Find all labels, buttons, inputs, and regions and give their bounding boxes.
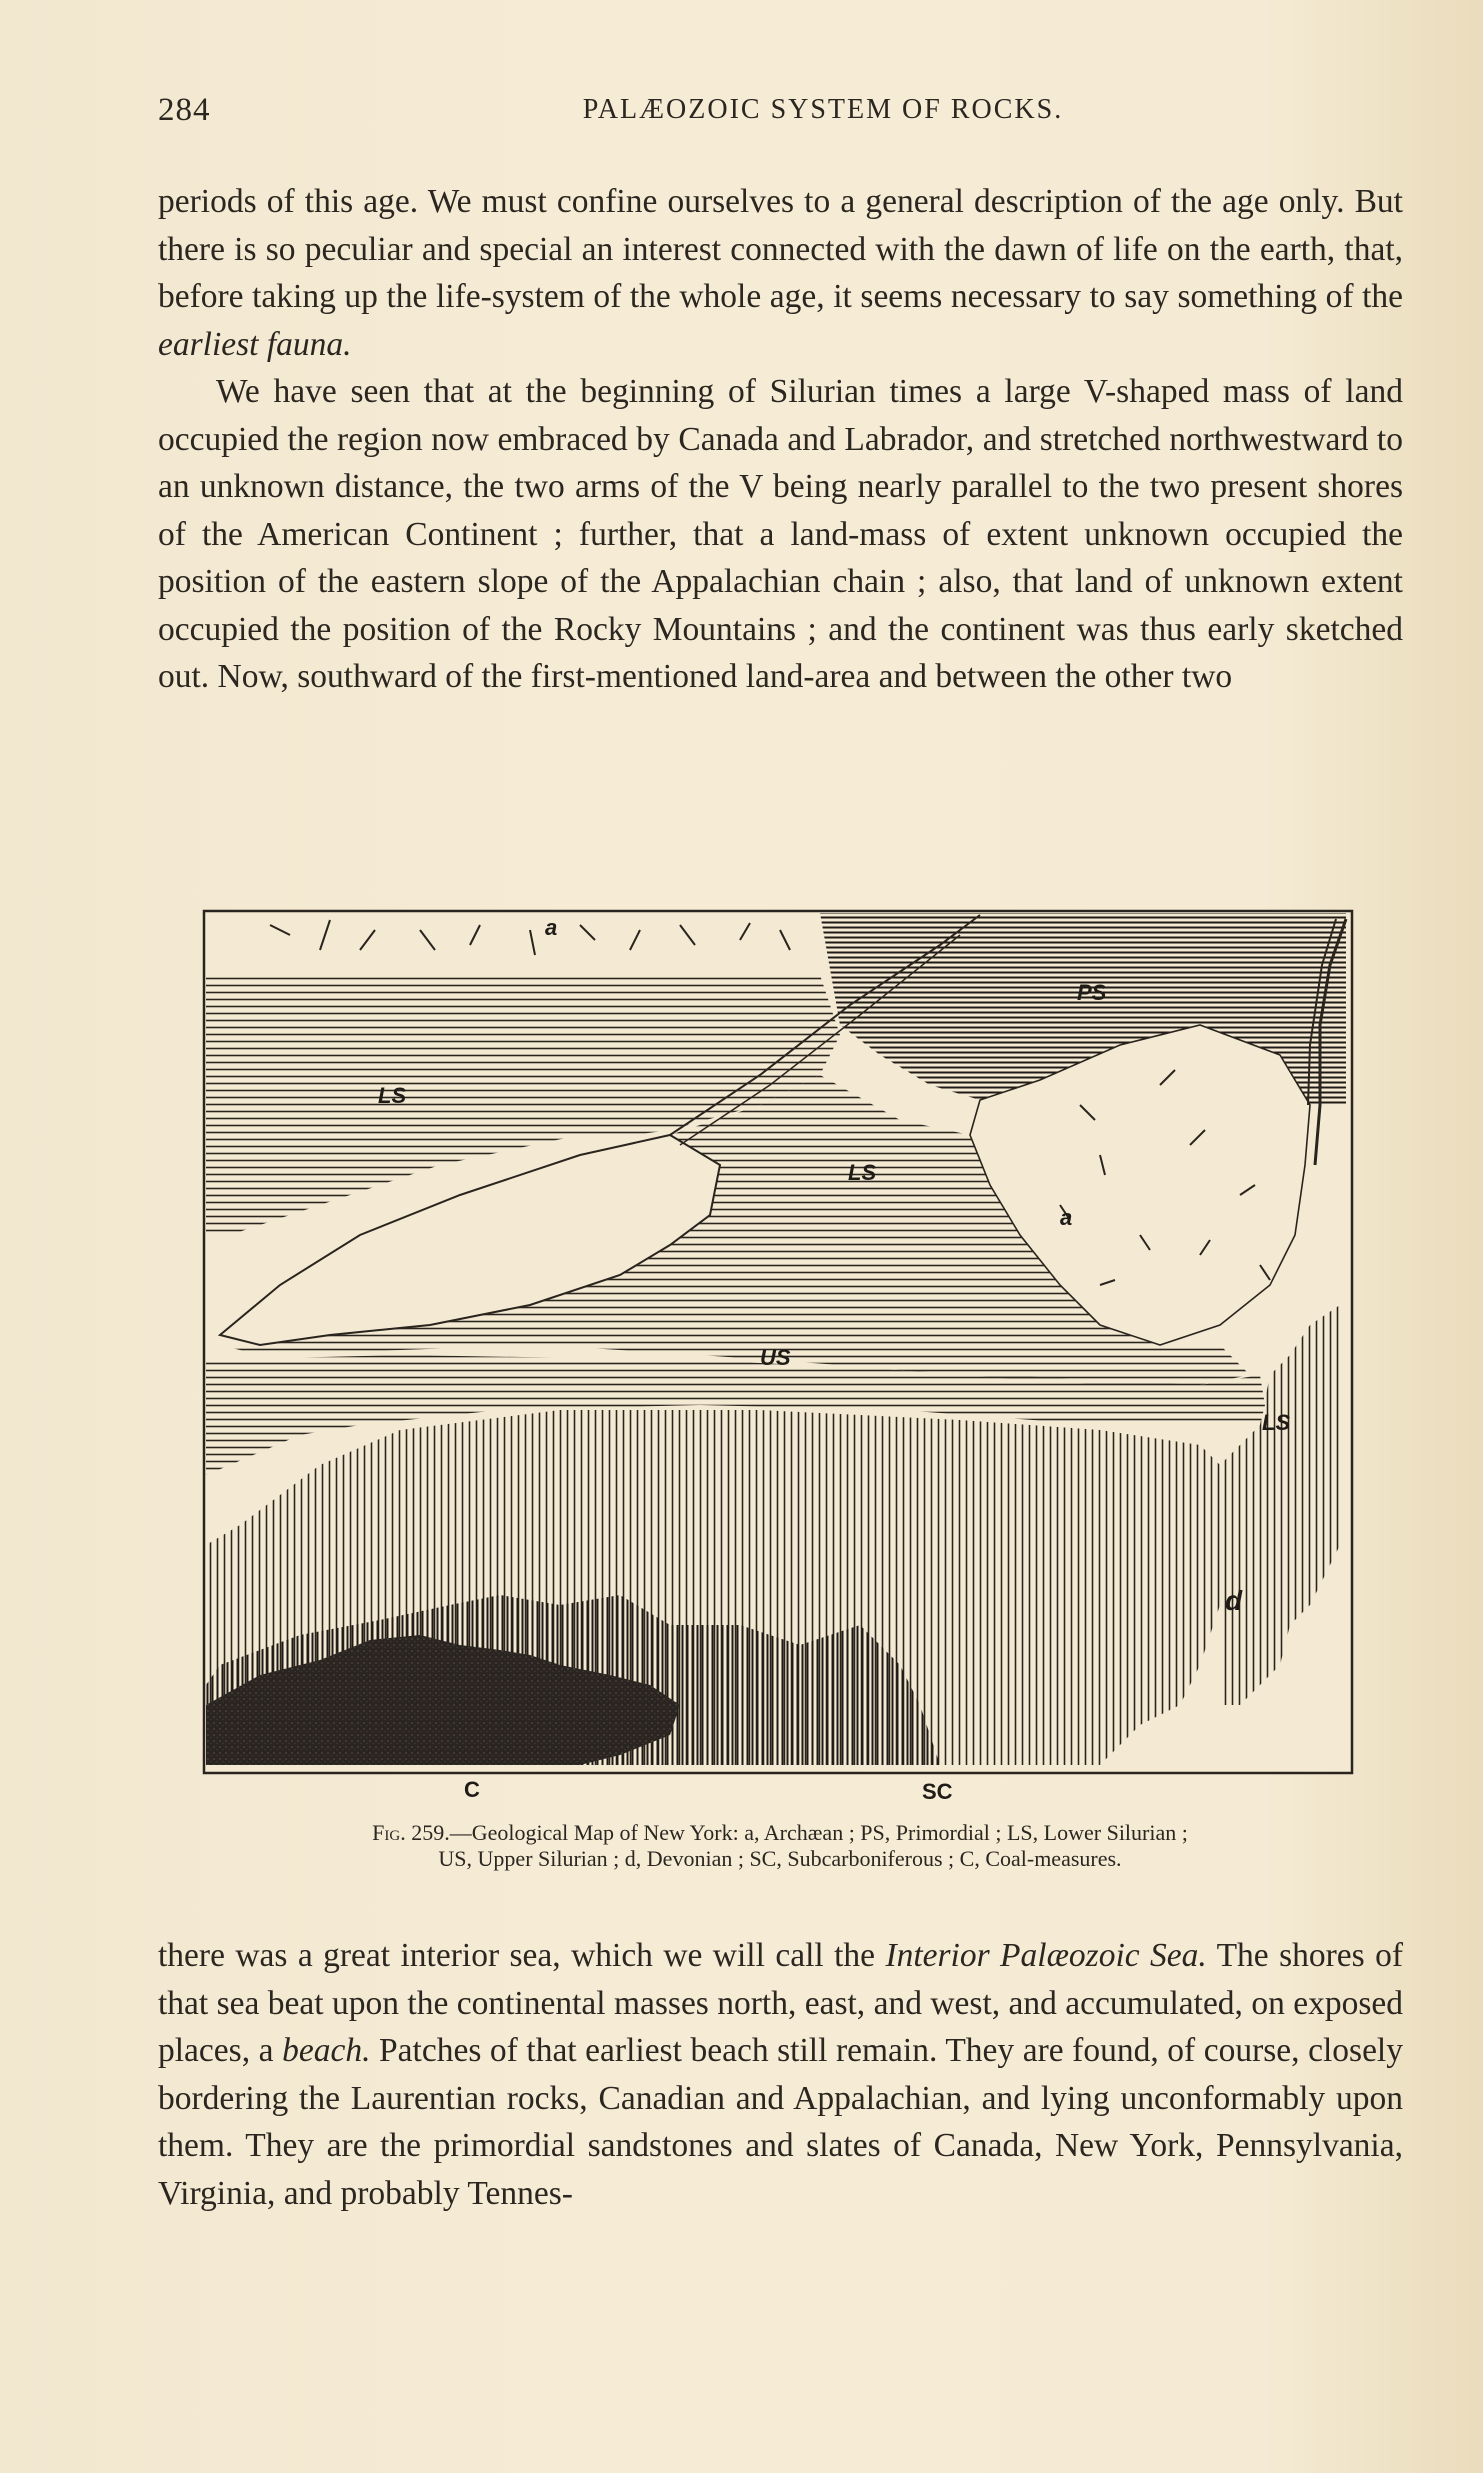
caption-text-1: —Geological Map of New York: a, Archæan ; PS, Primordial ; LS, Lower Silurian ; [449,1820,1188,1845]
label-devonian: d [1225,1585,1243,1616]
top-text-block [158,178,1403,701]
p3-text-2: The shores of that sea beat upon the continental masses north, east, and west, and accumulated, on exposed places, a [158,1937,1403,2069]
paragraph-one-text: periods of this age. We must confine ourselves to a general description of the age only. But there is so peculiar and special an interest connected with the dawn of life on the earth, that, before taking up the life-system of the whole age, it seems necessary to say something of the [158,183,1403,315]
paragraph-two: We have seen that at the beginning of Silurian times a large V-shaped mass of land occupied the region now embraced by Canada and Labrador, and stretched northwestward to an unknown distance, the two arms of the V being nearly parallel to the two present shores of the American Continent ; further, that a land-mass of extent unknown occupied the position of the eastern slope of the Appalachian chain ; also, that land of unknown extent occupied the position of the Rocky Mountains ; and the continent was thus early sketched out. Now, southward of the first-mentioned land-area and between the other two [158,373,1403,695]
paragraph-three [158,1932,1403,2217]
running-title: PALÆOZOIC SYSTEM OF ROCKS. [582,94,1064,125]
p3-text-3: Patches of that earliest beach still remain. They are found, of course, closely bordering the Laurentian rocks, Canadian and Appalachian, and lying unconformably upon them. They are the primordial sandstones and slates of Canada, New York, Pennsylvania, Virginia, and probably Tennes- [158,2032,1403,2212]
label-lower-silurian-mid: LS [848,1160,877,1185]
caption-line-1 [200,1820,1360,1846]
figure-caption [200,1820,1360,1872]
label-archaean-mid: a [1060,1205,1073,1230]
bottom-text-block [158,1932,1403,2217]
caption-line-2: US, Upper Silurian ; d, Devonian ; SC, Subcarboniferous ; C, Coal-measures. [438,1846,1122,1871]
p3-text-1: there was a great interior sea, which we will call the [158,1937,886,1974]
caption-fig-number: Fig. 259. [372,1820,450,1845]
label-upper-silurian: US [760,1345,791,1370]
label-primordial: PS [1077,980,1107,1005]
label-lower-silurian-left: LS [378,1083,407,1108]
label-subcarboniferous: SC [922,1779,953,1804]
paragraph-one [158,178,1403,368]
earliest-fauna-italic: earliest fauna. [158,325,352,363]
beach-italic: beach. [282,2032,371,2069]
label-coal-measures: C [464,1777,480,1802]
interior-palaeozoic-sea-italic: Interior Palæozoic Sea. [885,1937,1207,1974]
label-lower-silurian-right: LS [1262,1410,1291,1435]
geological-map-figure [200,905,1360,1805]
page-header [158,92,1408,136]
label-archaean-top: a [545,915,558,940]
page-number: 284 [158,92,211,128]
